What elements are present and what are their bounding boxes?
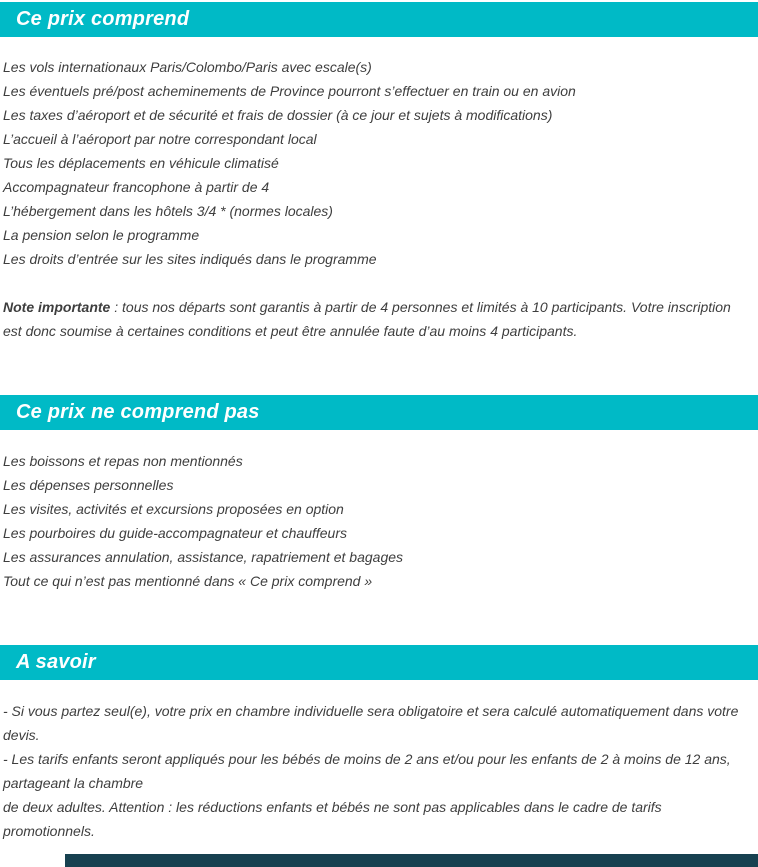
excluded-item: Les pourboires du guide-accompagnateur et chauffeurs [3, 525, 347, 541]
excluded-item: Tout ce qui n’est pas mentionné dans « Ce prix comprend » [3, 573, 373, 589]
included-item: L’hébergement dans les hôtels 3/4 * (normes locales) [3, 203, 333, 219]
included-item: Accompagnateur francophone à partir de 4 [3, 179, 270, 195]
section-header-bar [0, 2, 758, 37]
included-item: Les éventuels pré/post acheminements de Province pourront s’effectuer en train ou en avion [3, 83, 576, 99]
excluded-item: Les assurances annulation, assistance, rapatriement et bagages [3, 549, 404, 565]
section-ce-prix-ne-comprend-pas [0, 395, 758, 593]
section-body [0, 449, 758, 593]
included-items-list [3, 55, 748, 271]
section-header-bar [0, 645, 758, 680]
footer-bar [65, 854, 758, 867]
important-note [3, 295, 748, 343]
included-item: Les droits d’entrée sur les sites indiqués dans le programme [3, 251, 377, 267]
section-header-bar [0, 395, 758, 430]
section-body [0, 55, 758, 343]
included-item: Tous les déplacements en véhicule climatisé [3, 155, 279, 171]
section-title: A savoir [16, 651, 96, 673]
excluded-item: Les dépenses personnelles [3, 477, 174, 493]
included-item: Les vols internationaux Paris/Colombo/Paris avec escale(s) [3, 59, 372, 75]
note-text: : tous nos départs sont garantis à partir de 4 personnes et limités à 10 participants. Votre inscription est donc soumise à certaines conditions et peut être annulée faute d’au moins 4 participants. [3, 299, 731, 339]
excluded-item: Les visites, activités et excursions proposées en option [3, 501, 344, 517]
included-item: Les taxes d’aéroport et de sécurité et frais de dossier (à ce jour et sujets à modifications) [3, 107, 553, 123]
a-savoir-paragraphs [3, 699, 748, 843]
excluded-items-list [3, 449, 748, 593]
section-ce-prix-comprend [0, 2, 758, 343]
a-savoir-paragraph: - Si vous partez seul(e), votre prix en chambre individuelle sera obligatoire et sera calculé automatiquement dans votre devis. [3, 703, 739, 743]
a-savoir-paragraph: de deux adultes. Attention : les réductions enfants et bébés ne sont pas applicables dans le cadre de tarifs promotionnels. [3, 799, 662, 839]
note-label: Note importante [3, 299, 111, 315]
included-item: L’accueil à l’aéroport par notre correspondant local [3, 131, 317, 147]
a-savoir-paragraph: - Les tarifs enfants seront appliqués pour les bébés de moins de 2 ans et/ou pour les enfants de 2 à moins de 12 ans, partageant la chambre [3, 751, 731, 791]
section-title: Ce prix comprend [16, 8, 190, 30]
section-a-savoir [0, 645, 758, 843]
excluded-item: Les boissons et repas non mentionnés [3, 453, 243, 469]
included-item: La pension selon le programme [3, 227, 200, 243]
section-body [0, 699, 758, 843]
section-title: Ce prix ne comprend pas [16, 401, 260, 423]
